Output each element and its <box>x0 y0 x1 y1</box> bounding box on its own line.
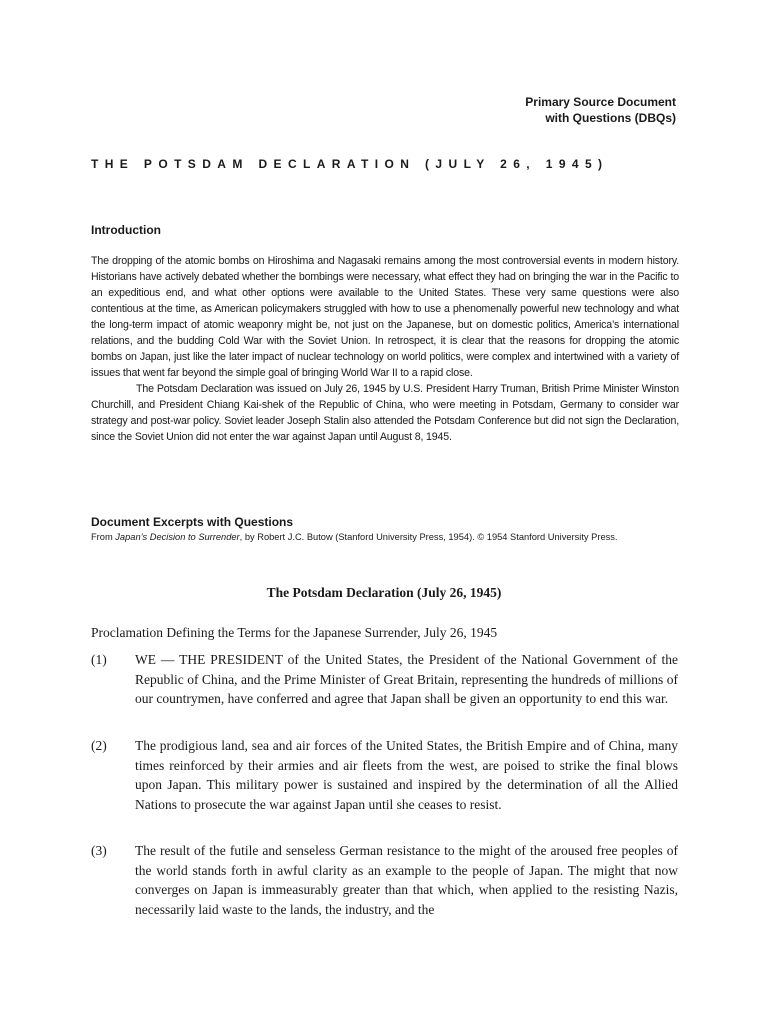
proclamation-line: Proclamation Defining the Terms for the Japanese Surrender, July 26, 1945 <box>91 625 498 640</box>
introduction-heading: Introduction <box>91 223 161 237</box>
declaration-paragraph <box>91 736 678 814</box>
paragraph-number: (3) <box>91 843 107 858</box>
document-title: THE POTSDAM DECLARATION (JULY 26, 1945) <box>91 157 609 171</box>
paragraph-number: (1) <box>91 652 107 667</box>
paragraph-number: (2) <box>91 738 107 753</box>
source-prefix: From <box>91 532 116 542</box>
introduction-paragraph-2: The Potsdam Declaration was issued on July 26, 1945 by U.S. President Harry Truman, British Prime Minister Winston Churchill, and President Chiang Kai-shek of the Republic of China, who were meeting in Potsdam, Germany to consider war strategy and post-war policy. Soviet leader Joseph Stalin also attended the Potsdam Conference but did not sign the Declaration, since the Soviet Union did not enter the war against Japan until August 8, 1945. <box>91 383 679 443</box>
source-citation <box>91 531 618 544</box>
header-line-1: Primary Source Document <box>525 95 676 109</box>
source-book-title: Japan’s Decision to Surrender <box>115 532 240 542</box>
paragraph-text: The result of the futile and senseless German resistance to the might of the aroused free peoples of the world stands forth in awful clarity as an example to the people of Japan. The might that now converges on Japan is immeasurably greater than that which, when applied to the resisting Nazis, necessarily laid waste to the lands, the industry, and the <box>135 843 678 917</box>
declaration-paragraph <box>91 650 678 709</box>
paragraph-text: The prodigious land, sea and air forces of the United States, the British Empire and of China, many times reinforced by their armies and air fleets from the west, are poised to strike the final blows upon Japan. This military power is sustained and inspired by the determination of all the Allied Nations to prosecute the war against Japan until she ceases to resist. <box>135 738 678 812</box>
paragraph-text: WE — THE PRESIDENT of the United States, the President of the National Government of the Republic of China, and the Prime Minister of Great Britain, representing the hundreds of millions of our countrymen, have conferred and agree that Japan shall be given an opportunity to end this war. <box>135 652 678 706</box>
header-line-2: with Questions (DBQs) <box>545 111 676 125</box>
introduction-body <box>91 253 679 445</box>
excerpts-heading: Document Excerpts with Questions <box>91 515 294 529</box>
declaration-paragraph <box>91 841 678 919</box>
introduction-paragraph-1: The dropping of the atomic bombs on Hiroshima and Nagasaki remains among the most controversial events in modern history. Historians have actively debated whether the bombings were necessary, what effect they had on bringing the war in the Pacific to an expeditious end, and what other options were available to the United States. These very same questions were also contentious at the time, as American policymakers struggled with how to use a phenomenally powerful new technology and what the long-term impact of atomic weaponry might be, not just on the Japanese, but on domestic politics, America’s international relations, and the budding Cold War with the Soviet Union. In retrospect, it is clear that the reasons for dropping the atomic bombs on Japan, just like the later impact of nuclear technology on world politics, were complex and intertwined with a variety of issues that went far beyond the simple goal of bringing World War II to a rapid close. <box>91 255 679 379</box>
document-header <box>525 94 676 126</box>
declaration-title: The Potsdam Declaration (July 26, 1945) <box>266 585 502 600</box>
source-suffix: , by Robert J.C. Butow (Stanford University Press, 1954). © 1954 Stanford University Press. <box>239 532 618 542</box>
